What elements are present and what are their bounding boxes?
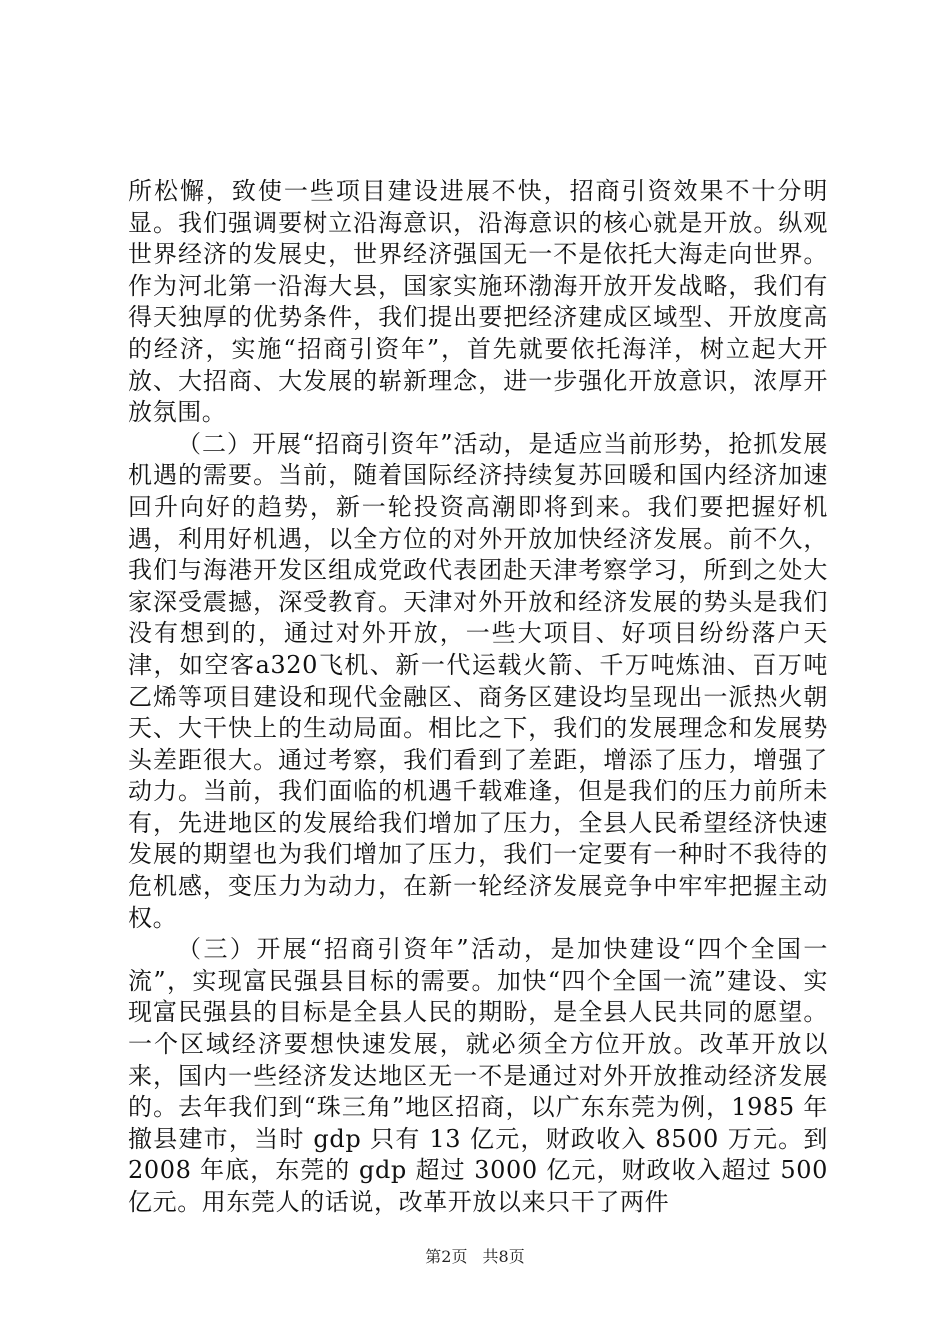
page-footer <box>0 1244 950 1267</box>
page-number: 第2页 <box>425 1247 468 1266</box>
paragraph-1: 所松懈，致使一些项目建设进展不快，招商引资效果不十分明显。我们强调要树立沿海意识，沿海意识的核心就是开放。纵观世界经济的发展史，世界经济强国无一不是依托大海走向世界。作为河北第一沿海大县，国家实施环渤海开放开发战略，我们有得天独厚的优势条件，我们提出要把经济建成区域型、开放度高的经济，实施“招商引资年”，首先就要依托海洋，树立起大开放、大招商、大发展的崭新理念，进一步强化开放意识，浓厚开放氛围。 <box>128 177 828 427</box>
paragraph-2: （二）开展“招商引资年”活动，是适应当前形势，抢抓发展机遇的需要。当前，随着国际经济持续复苏回暖和国内经济加速回升向好的趋势，新一轮投资高潮即将到来。我们要把握好机遇，利用好机遇，以全方位的对外开放加快经济发展。前不久，我们与海港开发区组成党政代表团赴天津考察学习，所到之处大家深受震撼，深受教育。天津对外开放和经济发展的势头是我们没有想到的，通过对外开放，一些大项目、好项目纷纷落户天津，如空客a320飞机、新一代运载火箭、千万吨炼油、百万吨乙烯等项目建设和现代金融区、商务区建设均呈现出一派热火朝天、大干快上的生动局面。相比之下，我们的发展理念和发展势头差距很大。通过考察，我们看到了差距，增添了压力，增强了动力。当前，我们面临的机遇千载难逢，但是我们的压力前所未有，先进地区的发展给我们增加了压力，全县人民希望经济快速发展的期望也为我们增加了压力，我们一定要有一种时不我待的危机感，变压力为动力，在新一轮经济发展竞争中牢牢把握主动权。 <box>128 429 828 932</box>
paragraph-3: （三）开展“招商引资年”活动，是加快建设“四个全国一流”，实现富民强县目标的需要。加快“四个全国一流”建设、实现富民强县的目标是全县人民的期盼，是全县人民共同的愿望。一个区域经济要想快速发展，就必须全方位开放。改革开放以来，国内一些经济发达地区无一不是通过对外开放推动经济发展的。去年我们到“珠三角”地区招商，以广东东莞为例，1985 年撤县建市，当时 gdp 只有 13 亿元，财政收入 8500 万元。到 2008 年底，东莞的 gdp 超过 3000 亿元，财政收入超过 500 亿元。用东莞人的话说，改革开放以来只干了两件 <box>128 935 828 1216</box>
page-total: 共8页 <box>482 1247 525 1266</box>
document-body <box>128 176 828 1219</box>
